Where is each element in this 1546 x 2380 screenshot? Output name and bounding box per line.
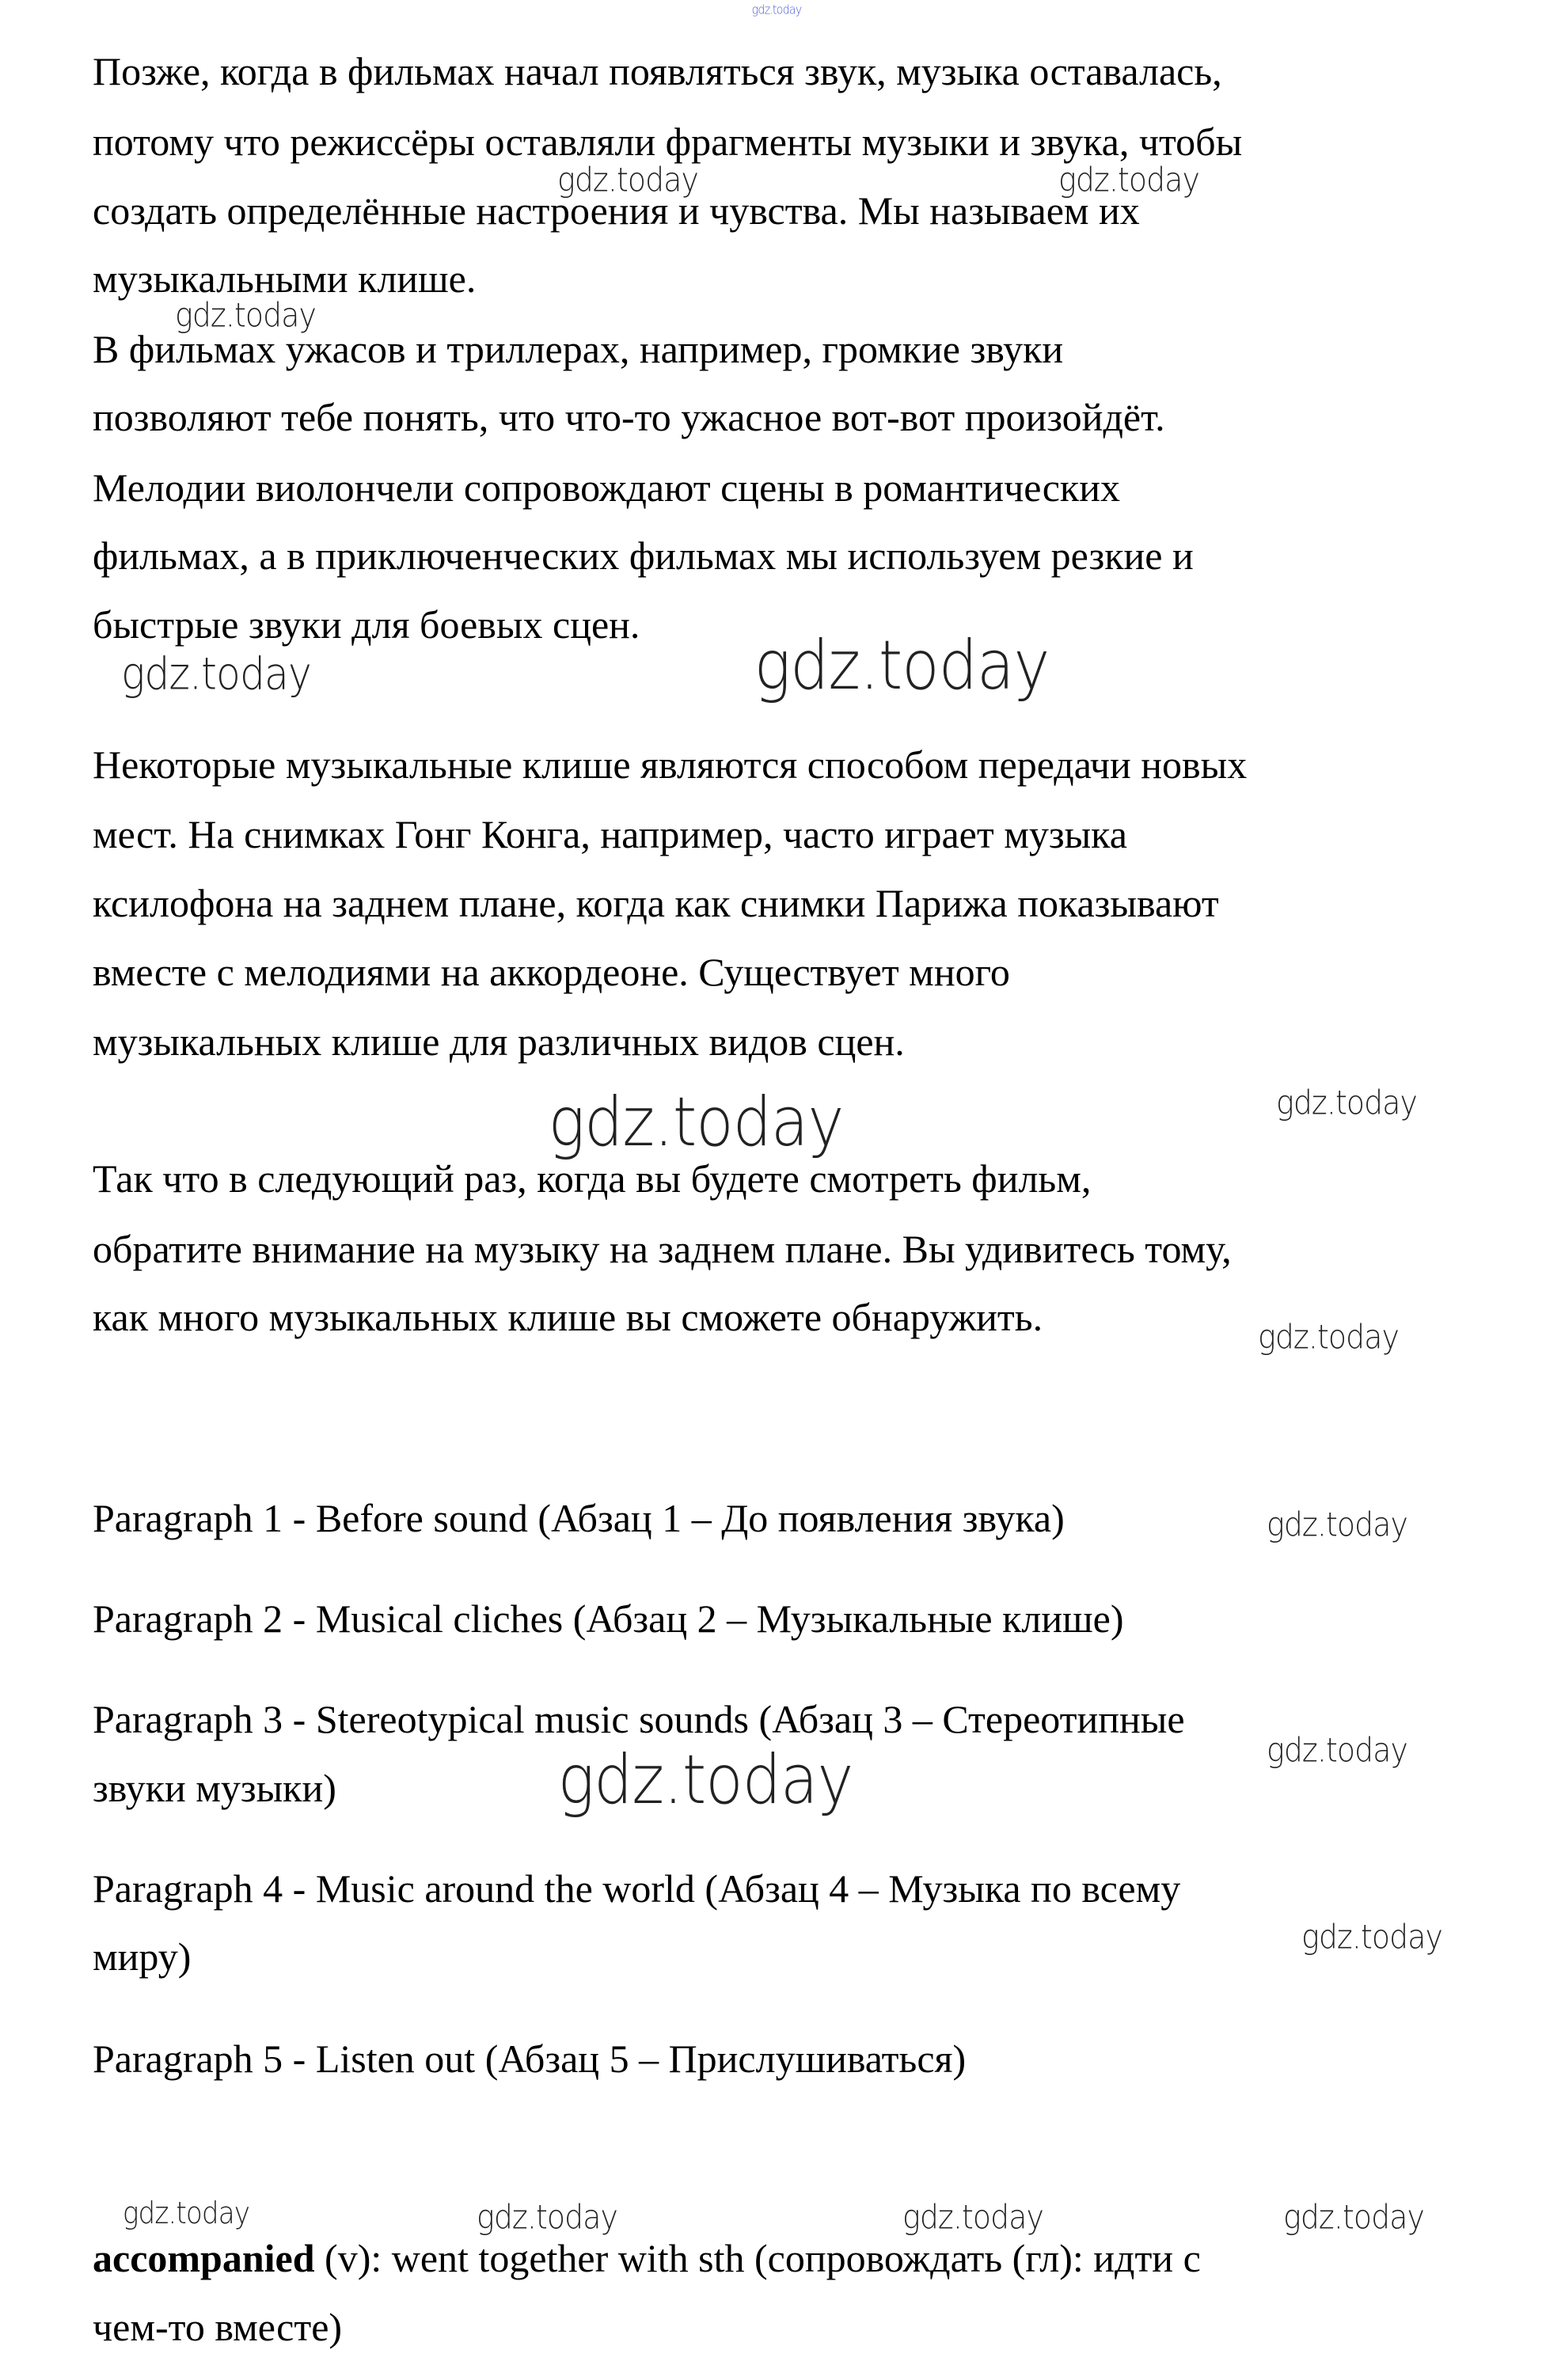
watermark: gdz.today (175, 295, 316, 335)
watermark: gdz.today (754, 626, 1050, 705)
paragraph-heading: Paragraph 1 - Before sound (Абзац 1 – До появления звука) (93, 1496, 1065, 1540)
paragraph-heading: миру) (93, 1934, 192, 1979)
vocab-term: accompanied (93, 2236, 315, 2280)
watermark: gdz.today (557, 160, 698, 199)
text-line: Так что в следующий раз, когда вы будете смотреть фильм, (93, 1156, 1092, 1201)
watermark: gdz.today (548, 1083, 844, 1162)
text-line: Мелодии виолончели сопровождают сцены в романтических (93, 465, 1120, 510)
text-line: потому что режиссёры оставляли фрагменты музыки и звука, чтобы (93, 120, 1243, 164)
paragraph-heading: Paragraph 2 - Musical cliches (Абзац 2 – Музыкальные клише) (93, 1596, 1124, 1641)
paragraph-heading: Paragraph 3 - Stereotypical music sounds (Абзац 3 – Стереотипные (93, 1697, 1185, 1741)
vocab-definition: (v): went together with sth (сопровождать (гл): идти с (314, 2236, 1201, 2280)
watermark: gdz.today (1283, 2197, 1424, 2237)
paragraph-heading: Paragraph 4 - Music around the world (Абзац 4 – Музыка по всему (93, 1866, 1181, 1911)
text-line: позволяют тебе понять, что что-то ужасное вот-вот произойдёт. (93, 395, 1165, 439)
text-line: быстрые звуки для боевых сцен. (93, 602, 640, 647)
watermark: gdz.today (122, 2196, 250, 2230)
text-line: обратите внимание на музыку на заднем плане. Вы удивитесь тому, (93, 1227, 1232, 1271)
text-line: Некоторые музыкальные клише являются способом передачи новых (93, 742, 1248, 787)
text-line: вместе с мелодиями на аккордеоне. Существует много (93, 950, 1010, 994)
watermark: gdz.today (1258, 1317, 1399, 1357)
text-line: В фильмах ужасов и триллерах, например, громкие звуки (93, 327, 1064, 371)
watermark: gdz.today (1267, 1730, 1407, 1770)
vocab-entry-continued: чем-то вместе) (93, 2305, 343, 2349)
watermark: gdz.today (121, 648, 311, 700)
text-line: Позже, когда в фильмах начал появляться звук, музыка оставалась, (93, 49, 1222, 93)
watermark: gdz.today (1276, 1083, 1417, 1122)
vocab-entry (93, 2234, 1201, 2282)
watermark: gdz.today (557, 1740, 853, 1820)
watermark: gdz.today (902, 2197, 1043, 2237)
text-line: создать определённые настроения и чувства. Мы называем их (93, 188, 1140, 233)
watermark: gdz.today (1267, 1505, 1407, 1544)
watermark: gdz.today (751, 2, 802, 17)
watermark: gdz.today (477, 2197, 617, 2237)
text-line: как много музыкальных клише вы сможете обнаружить. (93, 1295, 1043, 1339)
text-line: музыкальных клише для различных видов сцен. (93, 1019, 905, 1064)
text-line: ксилофона на заднем плане, когда как снимки Парижа показывают (93, 881, 1219, 925)
text-line: музыкальными клише. (93, 256, 477, 301)
watermark: gdz.today (1301, 1917, 1442, 1957)
paragraph-heading: звуки музыки) (93, 1766, 336, 1810)
text-line: фильмах, а в приключенческих фильмах мы используем резкие и (93, 533, 1194, 578)
text-line: мест. На снимках Гонг Конга, например, часто играет музыка (93, 812, 1127, 856)
paragraph-heading: Paragraph 5 - Listen out (Абзац 5 – Прислушиваться) (93, 2036, 967, 2081)
watermark: gdz.today (1058, 160, 1199, 199)
